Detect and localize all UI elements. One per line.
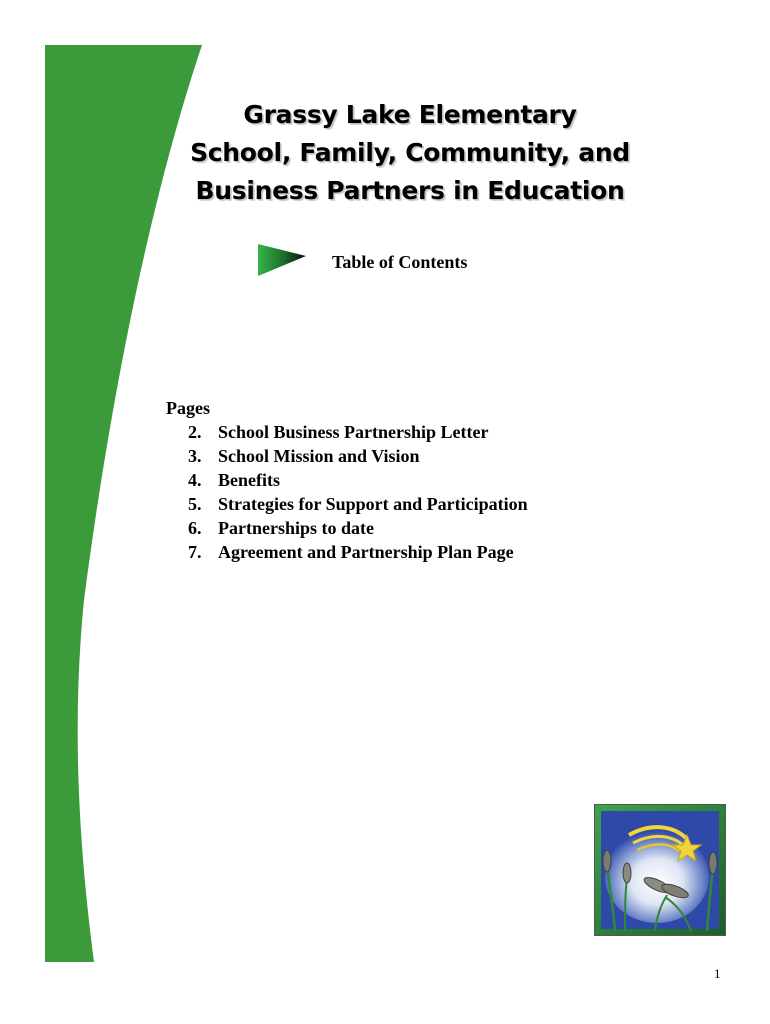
- toc-item-label: School Mission and Vision: [218, 446, 420, 466]
- page-number: 1: [714, 966, 721, 981]
- toc-heading: Table of Contents: [332, 252, 468, 272]
- toc-list: [166, 420, 528, 564]
- toc-item-label: Strategies for Support and Participation: [218, 494, 528, 514]
- title-line-2: School, Family, Community, and: [190, 138, 630, 167]
- toc-item-number: 6.: [188, 518, 202, 538]
- toc-item-number: 3.: [188, 446, 202, 466]
- toc-item-number: 7.: [188, 542, 202, 562]
- toc-item-label: Partnerships to date: [218, 518, 374, 538]
- toc-item: [188, 540, 528, 564]
- toc-item: [188, 444, 528, 468]
- toc-item: [188, 492, 528, 516]
- toc-item-number: 4.: [188, 470, 202, 490]
- toc-item-number: 2.: [188, 422, 202, 442]
- toc-item-label: Benefits: [218, 470, 280, 490]
- pages-label: Pages: [166, 398, 210, 418]
- toc-item: [188, 468, 528, 492]
- toc-item-label: Agreement and Partnership Plan Page: [218, 542, 514, 562]
- school-logo-icon: [594, 804, 726, 936]
- document-title: [140, 96, 680, 210]
- green-arrow-icon: [258, 244, 306, 276]
- toc-item-label: School Business Partnership Letter: [218, 422, 489, 442]
- toc-item: [188, 420, 528, 444]
- title-line-1: Grassy Lake Elementary: [243, 100, 577, 129]
- toc-item: [188, 516, 528, 540]
- toc-section: [166, 396, 528, 564]
- title-line-3: Business Partners in Education: [195, 176, 625, 205]
- toc-item-number: 5.: [188, 494, 202, 514]
